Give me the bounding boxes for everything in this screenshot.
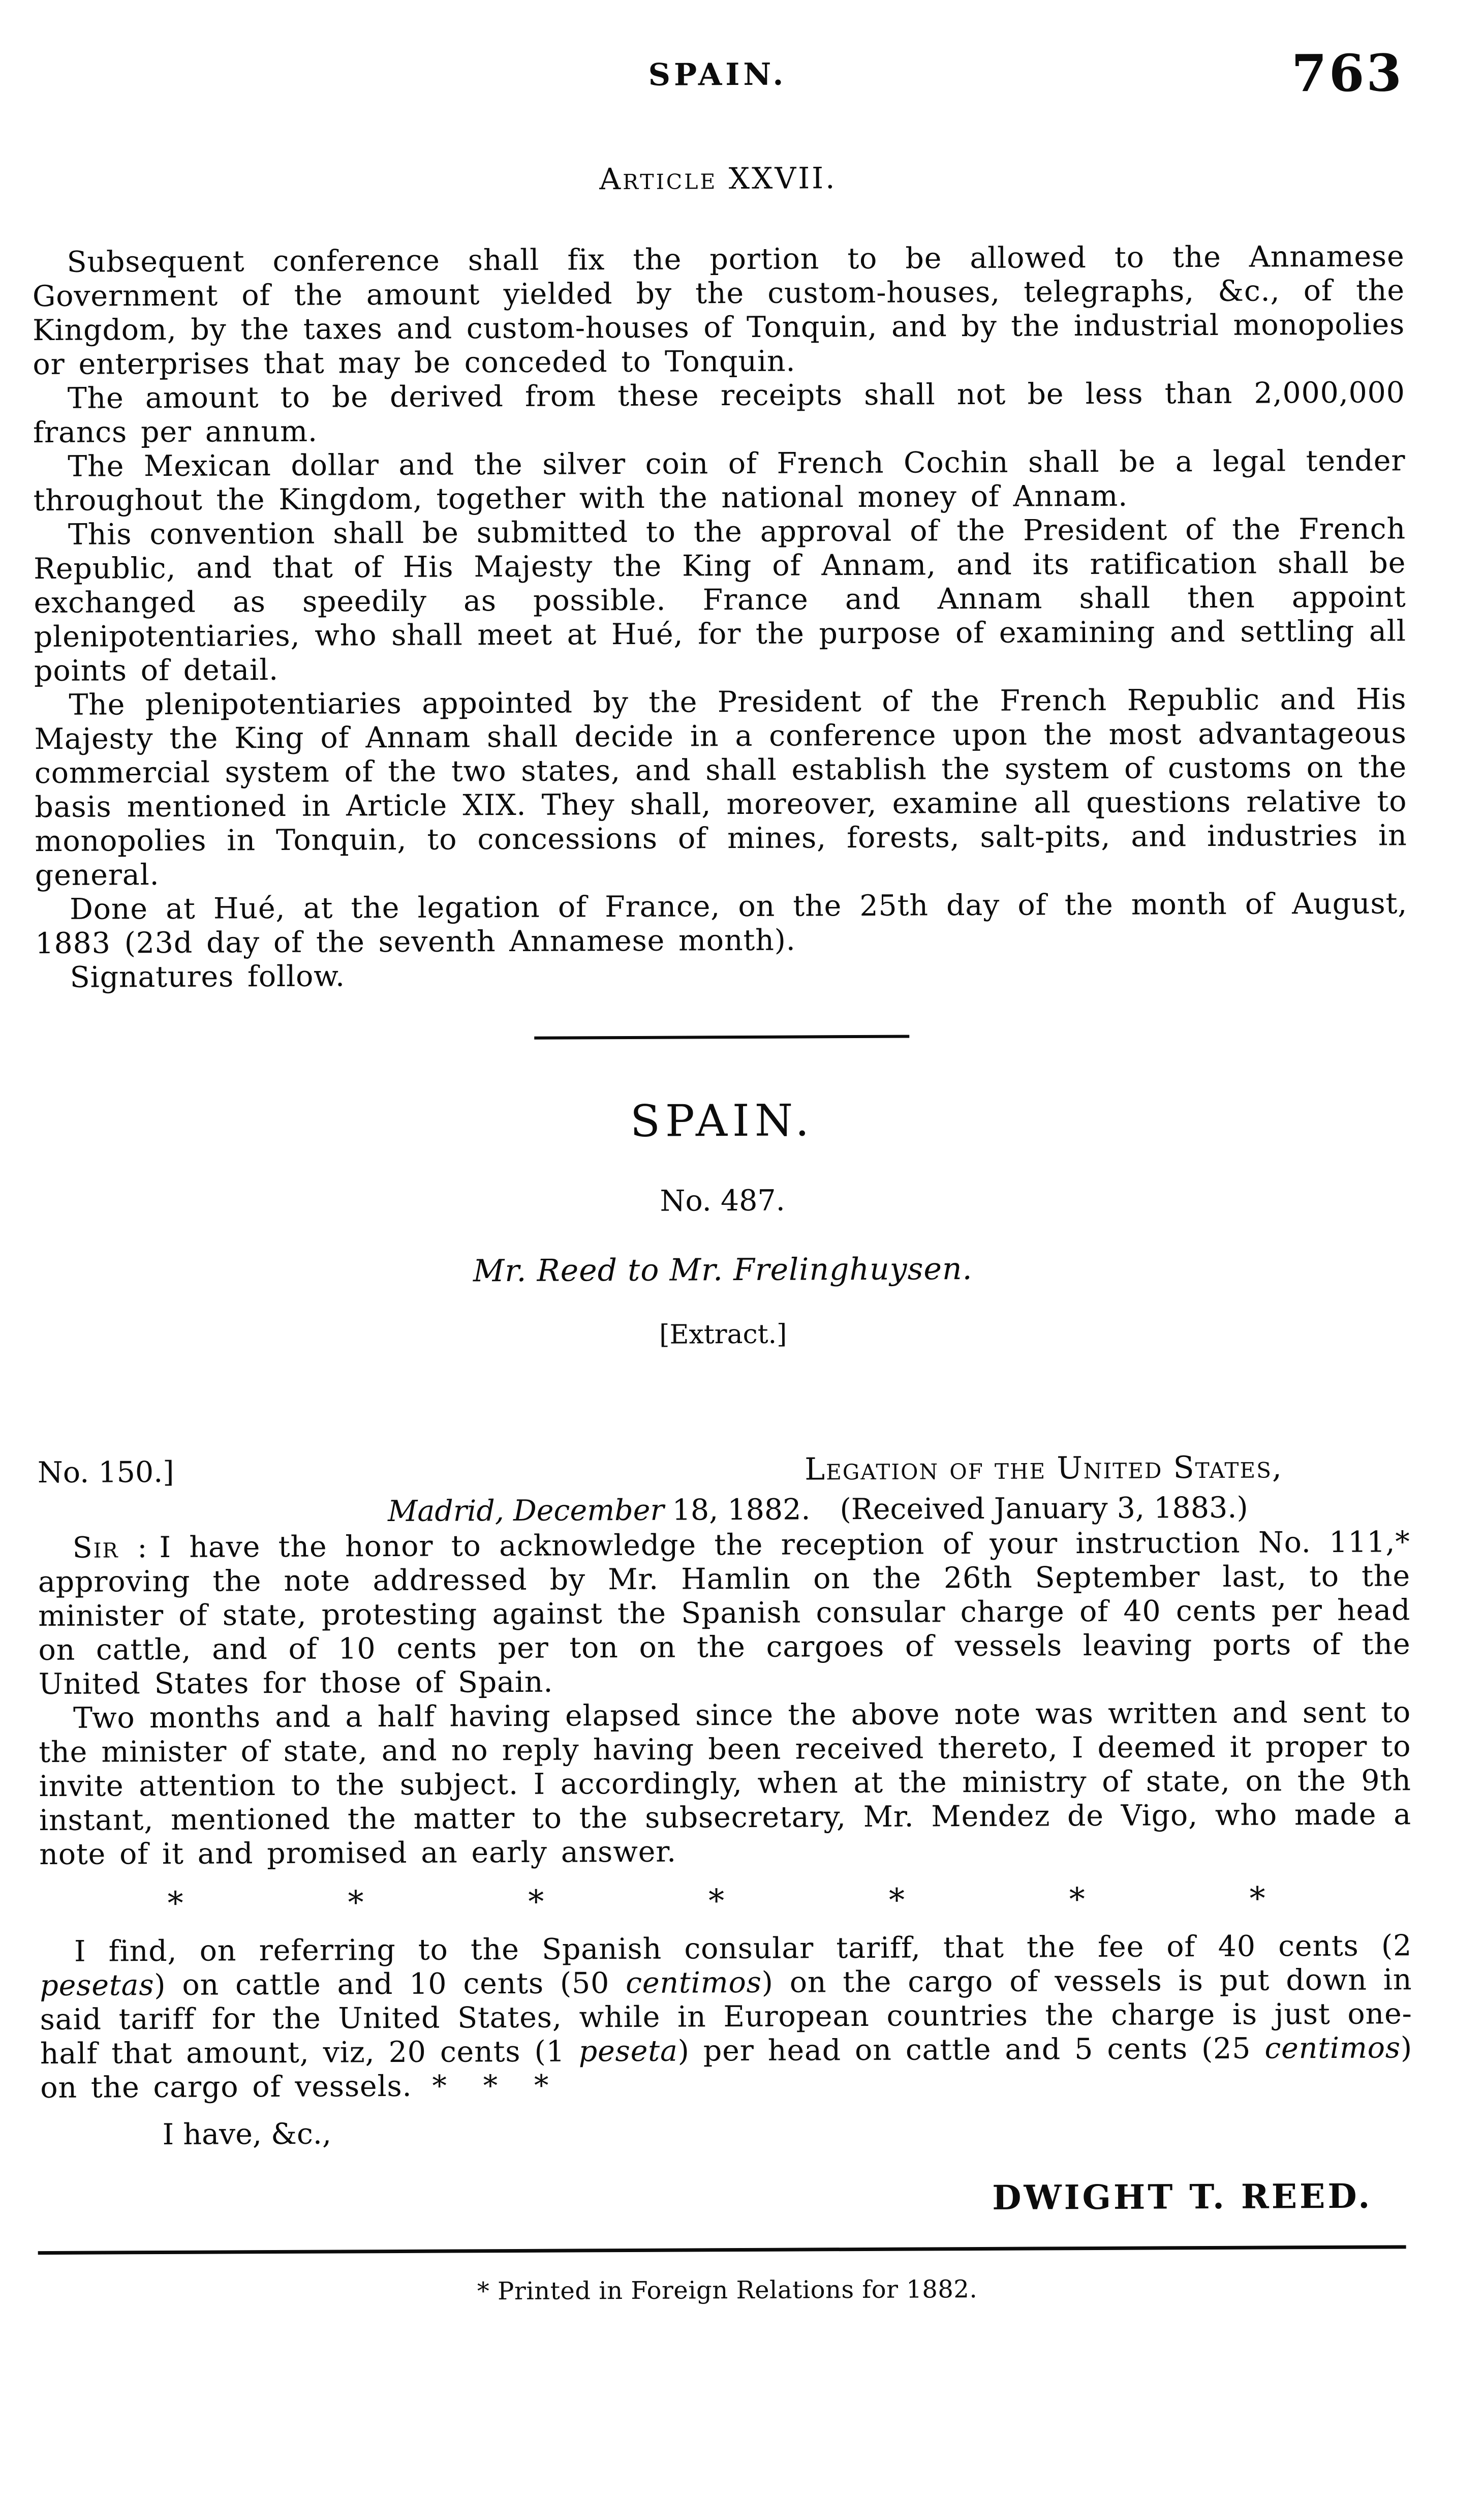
dateline-date: 18, 1882. [672,1493,811,1527]
page-header [32,43,1404,113]
asterisk: * [167,1884,183,1922]
running-head: SPAIN. [648,56,787,93]
signature: DWIGHT T. REED. [992,2176,1373,2218]
article-paragraph: This convention shall be submitted to the approval of the President of the French Republic, and that of His Majesty the King of Annam, and its ratification shall be exchanged as speedily as possible. France and Annam shall then appoint plenipotentiaries, who shall meet at Hué, for the purpose of examining and settling all points of detail. [34,512,1406,688]
salutation: Sir : [72,1531,148,1565]
byline: Mr. Reed to Mr. Frelinghuysen. [473,1251,973,1289]
article-heading [32,158,1404,199]
dispatch-paragraph-text: I find, on referring to the Spanish consular tariff, that the fee of 40 cents (2 [74,1929,1412,1968]
article-paragraph: The plenipotentiaries appointed by the President of the French Republic and His Majesty the King of Annam shall decide in a conference upon the most advantageous commercial system of the two states, and shall establish the system of customs on the basis mentioned in Article XIX. They shall, moreover, examine all questions relative to monopolies in Tonquin, to concessions of mines, forests, salt-pits, and industries in general. [34,682,1407,893]
section-title: SPAIN. [630,1095,815,1147]
inline-asterisks: * * * [432,2069,549,2103]
asterisk: * [348,1884,364,1921]
dispatch-paragraph [40,1929,1412,2105]
legation-row [38,1448,1410,1492]
asterisk-row [168,1881,1265,1921]
extract-label: [Extract.] [659,1319,787,1350]
footnote-rule [38,2245,1406,2255]
asterisk: * [1069,1880,1085,1918]
legation-line: Legation of the United States, [805,1449,1283,1488]
section-divider-rule [534,1035,909,1040]
dispatch-paragraph-text: ) on the cargo of vessels is put down in said tariff for the United States, while in European countries the charge is just one-half that amount, viz, 20 cents (1 [40,1963,1412,2071]
article-paragraph: Signatures follow. [70,959,346,994]
article-heading-word: Article [599,161,718,197]
asterisk: * [1249,1879,1265,1917]
article-paragraph: The Mexican dollar and the silver coin of French Cochin shall be a legal tender throughout the Kingdom, together with the national money of Annam. [33,444,1406,518]
italic-term: centimos [626,1965,762,2000]
article-paragraph: The amount to be derived from these receipts shall not be less than 2,000,000 francs per annum. [33,376,1405,450]
ref-number: No. 150.] [37,1455,174,1490]
asterisk: * [528,1883,544,1920]
doc-number: No. 487. [660,1183,785,1218]
dateline [38,1489,1410,1531]
italic-term: centimos [1264,2031,1401,2066]
dispatch-paragraph-text: ) on cattle and 10 cents (50 [154,1966,626,2002]
dispatch-paragraph-text: ) on the cargo of vessels. [40,2031,1413,2105]
article-heading-numeral: XXVII. [728,161,837,196]
italic-term: pesetas [40,1968,154,2003]
closing-line: I have, &c., [162,2117,332,2151]
italic-term: peseta [578,2034,678,2069]
footnote: * Printed in Foreign Relations for 1882. [477,2275,978,2306]
article-paragraph: Done at Hué, at the legation of France, on the 25th day of the month of August, 1883 (23d day of the seventh Annamese month). [35,887,1408,961]
dispatch-paragraph [38,1525,1410,1702]
article-paragraph: Subsequent conference shall fix the portion to be allowed to the Annamese Government of the amount yielded by the custom-houses, telegraphs, &c., of the Kingdom, by the taxes and custom-houses of Tonquin, and by the industrial monopolies or enterprises that may be conceded to Tonquin. [32,239,1405,382]
page-number: 763 [1291,43,1404,104]
asterisk: * [708,1882,725,1920]
dateline-received: (Received January 3, 1883.) [840,1491,1248,1527]
dispatch-paragraph: Two months and a half having elapsed since the above note was written and sent to the minister of state, and no reply having been received thereto, I deemed it proper to invite attention to the subject. I accordingly, when at the ministry of state, on the 9th instant, mentioned the matter to the subsecretary, Mr. Mendez de Vigo, who made a note of it and promised an early answer. [39,1695,1412,1872]
dispatch-paragraph-text: I have the honor to acknowledge the reception of your instruction No. 111,* approving the note addressed by Mr. Hamlin on the 26th September last, to the minister of state, protesting against the Spanish consular charge of 40 cents per head on cattle, and of 10 cents per ton on the cargoes of vessels leaving ports of the United States for those of Spain. [38,1525,1411,1702]
dispatch-paragraph-text: ) per head on cattle and 5 cents (25 [677,2031,1265,2068]
asterisk: * [888,1881,905,1919]
dateline-place: Madrid, December [387,1493,664,1529]
